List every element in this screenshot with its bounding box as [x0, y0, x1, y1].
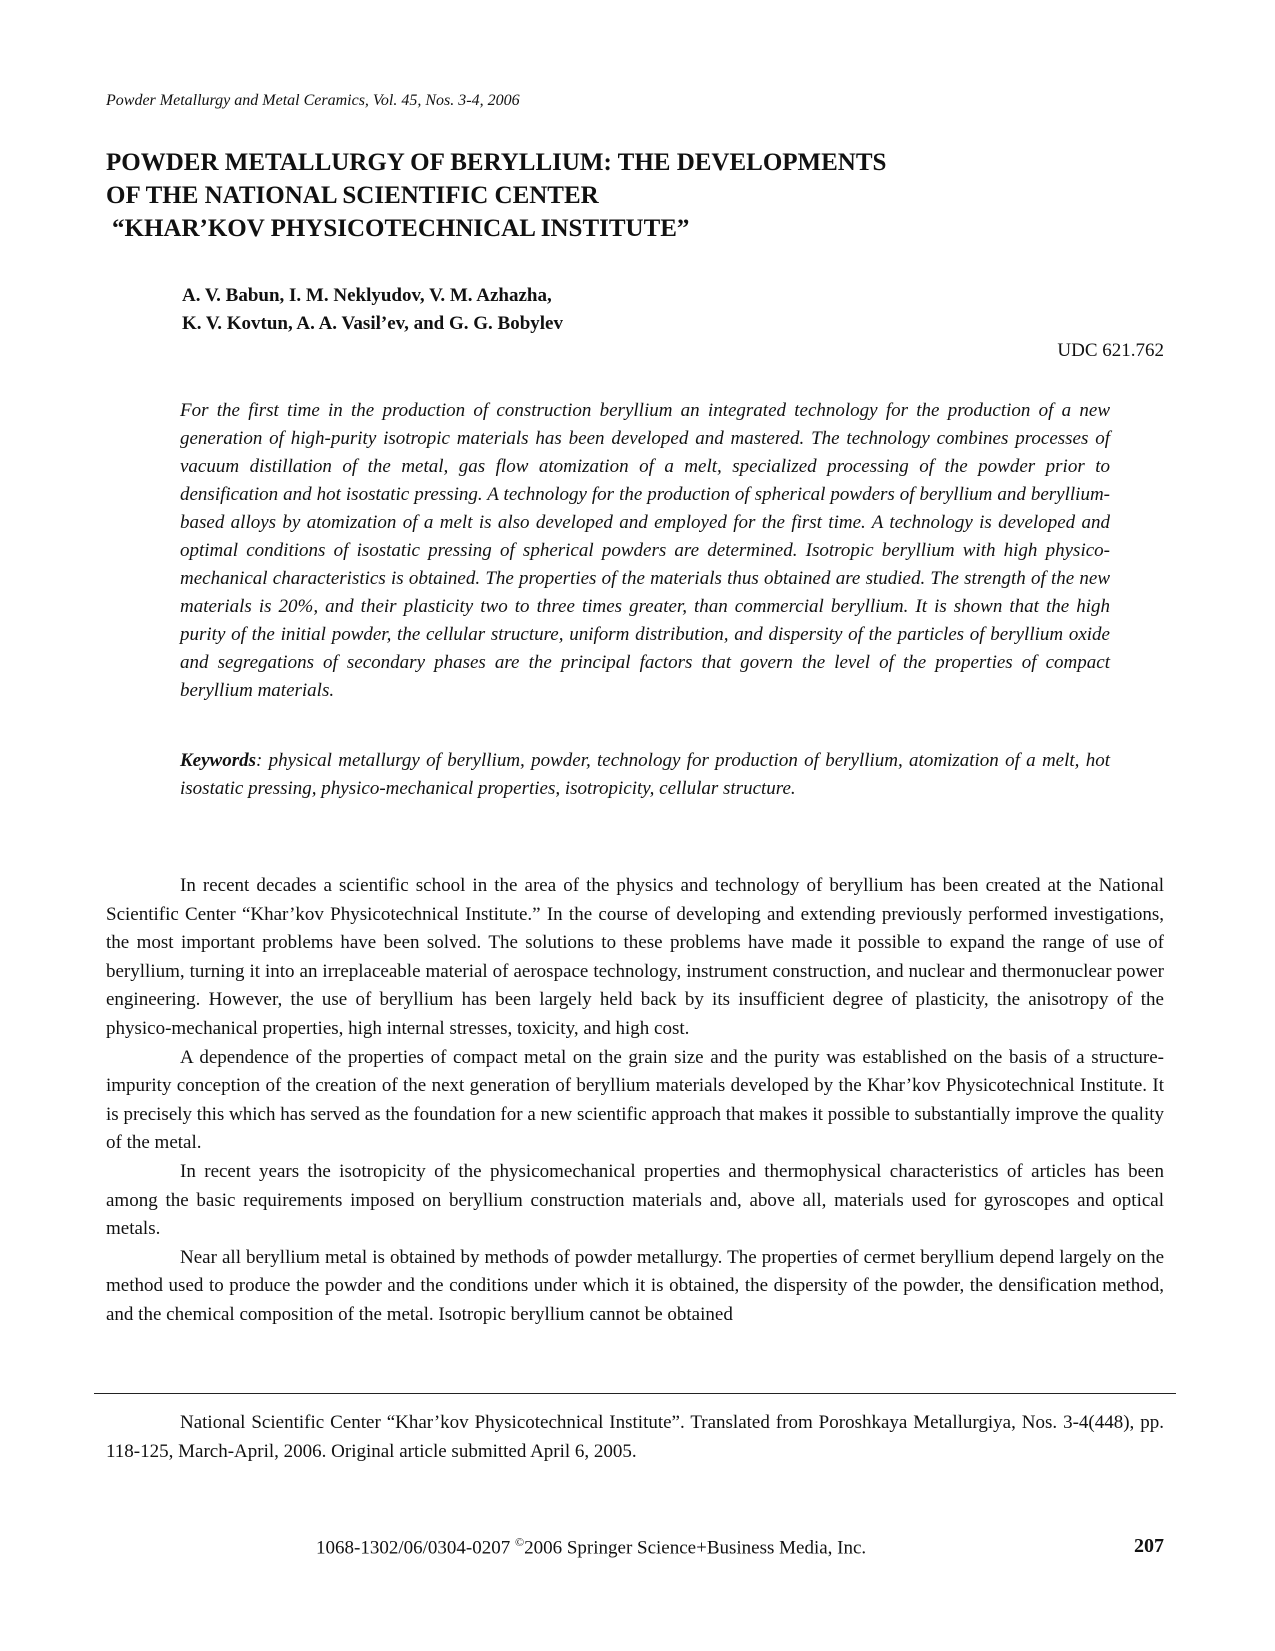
abstract: For the first time in the production of construction beryllium an integrated technology for the production of a new generation of high-purity isotropic materials has been developed and mastered. The technology combines processes of vacuum distillation of the metal, gas flow atomization of a melt, specialized processing of the powder prior to densification and hot isostatic pressing. A technology for the production of spherical powders of beryllium and beryllium-based alloys by atomization of a melt is also developed and employed for the first time. A technology is developed and optimal conditions of isostatic pressing of spherical powders are determined. Isotropic beryllium with high physico-mechanical characteristics is obtained. The properties of the materials thus obtained are studied. The strength of the new materials is 20%, and their plasticity two to three times greater, than commercial beryllium. It is shown that the high purity of the initial powder, the cellular structure, uniform distribution, and dispersity of the particles of beryllium oxide and segregations of secondary phases are the principal factors that govern the level of the properties of compact beryllium materials. [180, 400, 1110, 701]
keywords [180, 747, 1110, 803]
article-title [106, 146, 1106, 245]
title-line-3: “KHAR’KOV PHYSICOTECHNICAL INSTITUTE” [112, 215, 690, 242]
journal-citation: Powder Metallurgy and Metal Ceramics, Vol. 45, Nos. 3-4, 2006 [106, 92, 520, 109]
footnote-divider [94, 1393, 1176, 1394]
keywords-text: : physical metallurgy of beryllium, powder, technology for production of beryllium, atomization of a melt, hot isostatic pressing, physico-mechanical properties, isotropicity, cellular structure. [180, 750, 1110, 799]
publisher-text: 2006 Springer Science+Business Media, Inc. [524, 1537, 867, 1559]
author-list [182, 282, 563, 338]
body-paragraph-3: In recent years the isotropicity of the physicomechanical properties and thermophysical characteristics of articles has been among the basic requirements imposed on beryllium construction materials and, above all, materials used for gyroscopes and optical metals. [106, 1160, 1164, 1240]
body-paragraph-2: A dependence of the properties of compact metal on the grain size and the purity was established on the basis of a structure-impurity conception of the creation of the next generation of beryllium materials developed by the Khar’kov Physicotechnical Institute. It is precisely this which has served as the foundation for a new scientific approach that makes it possible to substantially improve the quality of the metal. [106, 1046, 1164, 1154]
udc-code: UDC 621.762 [1057, 340, 1164, 361]
body-text [106, 872, 1164, 1330]
footer-copyright [316, 1535, 866, 1559]
body-paragraph-4: Near all beryllium metal is obtained by methods of powder metallurgy. The properties of cermet beryllium depend largely on the method used to produce the powder and the conditions under which it is obtained, the dispersity of the powder, the densification method, and the chemical composition of the metal. Isotropic beryllium cannot be obtained [106, 1246, 1164, 1325]
title-line-1: POWDER METALLURGY OF BERYLLIUM: THE DEVELOPMENTS [106, 149, 887, 176]
page-number: 207 [1134, 1535, 1164, 1557]
issn-code: 1068-1302/06/0304-0207 [316, 1537, 515, 1559]
keywords-label: Keywords [180, 750, 256, 771]
title-line-2: OF THE NATIONAL SCIENTIFIC CENTER [106, 182, 599, 209]
footnote: National Scientific Center “Khar’kov Physicotechnical Institute”. Translated from Poroshkaya Metallurgiya, Nos. 3-4(448), pp. 118-125, March-April, 2006. Original article submitted April 6, 2005. [106, 1412, 1164, 1462]
authors-line-2: K. V. Kovtun, A. A. Vasil’ev, and G. G. Bobylev [182, 313, 563, 334]
body-paragraph-1: In recent decades a scientific school in the area of the physics and technology of beryllium has been created at the National Scientific Center “Khar’kov Physicotechnical Institute.” In the course of developing and extending previously performed investigations, the most important problems have been solved. The solutions to these problems have made it possible to expand the range of use of beryllium, turning it into an irreplaceable material of aerospace technology, instrument construction, and nuclear and thermonuclear power engineering. However, the use of beryllium has been largely held back by its insufficient degree of plasticity, the anisotropy of the physico-mechanical properties, high internal stresses, toxicity, and high cost. [106, 875, 1164, 1039]
authors-line-1: A. V. Babun, I. M. Neklyudov, V. M. Azhazha, [182, 285, 552, 306]
copyright-symbol: © [514, 1535, 525, 1549]
